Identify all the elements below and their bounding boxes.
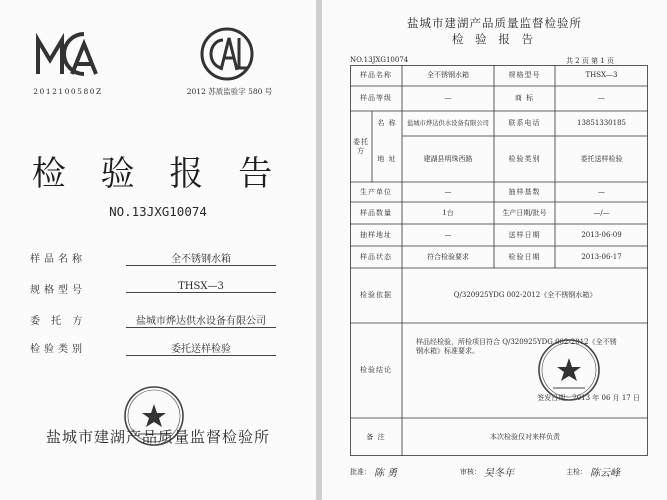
value-sampling-address: — [444, 230, 452, 239]
cover-title: 检 验 报 告 [31, 154, 285, 194]
value-phone: 13851330185 [577, 119, 626, 127]
label-phone: 联系电话 [508, 119, 541, 127]
label-client: 委托方 [353, 137, 369, 155]
value-category: 委托送样检验 [580, 154, 623, 163]
label-address: 地 址 [377, 154, 397, 163]
value-sample-name: 全不锈钢水箱 [427, 71, 469, 79]
info-label: 样品名称 [30, 254, 86, 265]
value-producer: — [444, 187, 452, 196]
cal-logo-icon [199, 26, 255, 82]
page-count: 共 2 页 第 1 页 [566, 57, 615, 65]
review-signature: 吴冬年 [484, 468, 514, 479]
label-batch: 生产日期/批号 [502, 208, 547, 217]
info-label: 规格型号 [30, 285, 86, 296]
value-batch: —/— [593, 208, 610, 217]
info-value: 委托送样检验 [126, 340, 276, 356]
label-sample-state: 样品状态 [360, 252, 392, 261]
info-row-model [30, 281, 275, 297]
approve-signature: 陈 勇 [374, 468, 398, 479]
report-page [322, 0, 667, 500]
info-value: 全不锈钢水箱 [126, 250, 276, 266]
label-model: 规格型号 [508, 71, 541, 79]
label-grade: 样品等级 [360, 94, 392, 102]
approve-label: 批准： [350, 468, 371, 476]
main-inspector-label: 主检： [566, 468, 587, 476]
cover-page [0, 0, 316, 500]
cma-logo-icon [32, 30, 104, 78]
value-grade: — [444, 94, 452, 102]
report-number: NO.13JXG10074 [350, 56, 409, 64]
value-sample-state: 符合检验要求 [427, 252, 469, 261]
cma-code: 2012100580Z [33, 87, 103, 96]
info-label: 检验类别 [30, 344, 86, 355]
report-org-title: 盐城市建湖产品质量监督检验所 [407, 16, 582, 30]
issue-date: 签发日期：2013 年 06 月 17 日 [537, 393, 640, 402]
value-model: THSX—3 [585, 71, 618, 79]
value-send-date: 2013-06-09 [581, 230, 622, 239]
cal-code: 2012 苏质监验字 580 号 [186, 87, 273, 96]
signature-row [350, 462, 650, 482]
info-row-category [30, 340, 275, 356]
official-seal-icon [536, 337, 602, 403]
report-subtitle: 检 验 报 告 [452, 32, 537, 46]
label-sampling-address: 抽样地址 [360, 230, 392, 239]
info-row-client [30, 312, 275, 328]
label-client-name: 名 称 [377, 119, 397, 127]
info-value: 盐城市烨达供水设备有限公司 [126, 312, 276, 328]
info-row-sample-name [30, 250, 275, 266]
label-sample-name: 样品名称 [360, 71, 392, 79]
label-sample-qty: 样品数量 [360, 208, 392, 217]
main-inspector-signature: 陈云峰 [590, 468, 620, 479]
label-test-basis: 检验依据 [360, 291, 392, 299]
value-test-date: 2013-06-17 [581, 252, 622, 261]
value-brand: — [598, 94, 605, 102]
label-producer: 生产单位 [360, 187, 392, 196]
label-category: 检验类别 [508, 154, 541, 163]
value-client-name: 盐城市烨达供水设备有限公司 [407, 120, 489, 127]
label-brand: 商 标 [514, 94, 535, 102]
value-address: 建湖县明珠西路 [423, 154, 473, 163]
info-value: THSX—3 [126, 281, 276, 293]
label-sampling-base: 抽样基数 [508, 187, 541, 196]
value-conclusion: 样品经检验，所检项目符合 Q/320925YDG 002-2012《全不锈钢水箱》标准要求。 [416, 338, 617, 355]
label-send-date: 送样日期 [508, 230, 541, 239]
value-remark: 本次检验仅对来样负责 [490, 432, 560, 441]
cover-organization: 盐城市建湖产品质量监督检验所 [45, 428, 270, 446]
value-test-basis: Q/320925YDG 002-2012《全不锈钢水箱》 [453, 291, 597, 299]
review-label: 审核： [460, 468, 481, 476]
value-sampling-base: — [598, 187, 605, 196]
label-test-date: 检验日期 [508, 252, 541, 261]
report-table [350, 65, 648, 456]
report-number: NO.13JXG10074 [109, 204, 207, 219]
label-remark: 备 注 [366, 432, 386, 441]
info-label: 委 托 方 [30, 316, 87, 327]
value-sample-qty: 1台 [442, 208, 454, 217]
label-conclusion: 检验结论 [360, 366, 392, 374]
